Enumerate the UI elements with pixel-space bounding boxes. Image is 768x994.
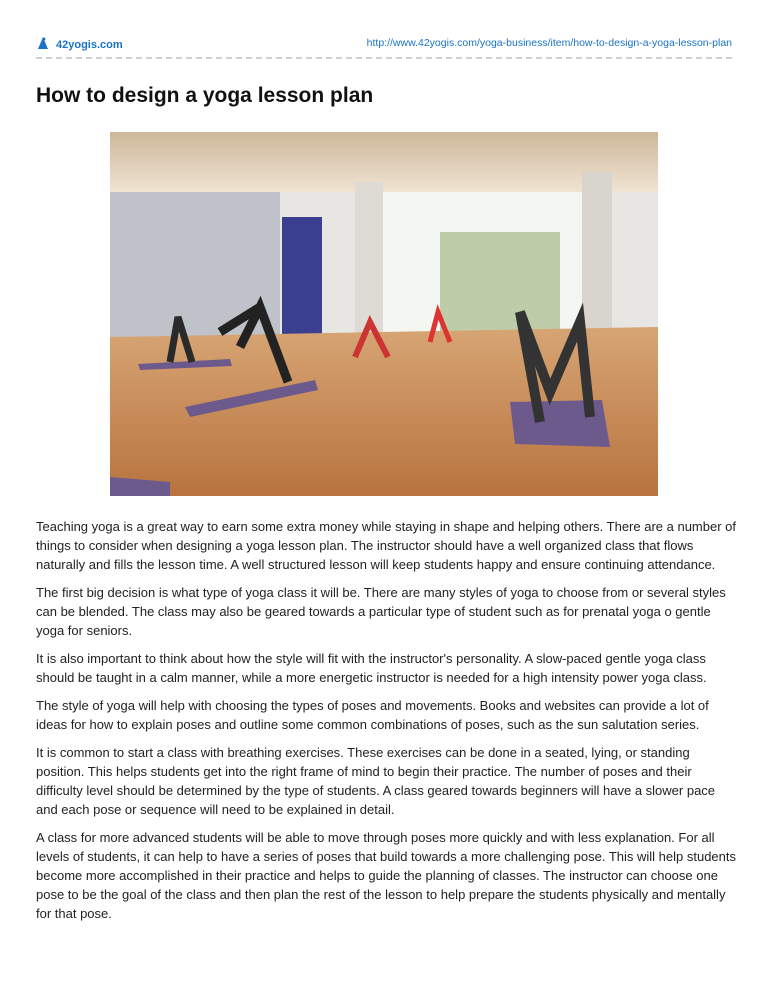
- paragraph: It is common to start a class with breathing exercises. These exercises can be done in a seated, lying, or standing position. This helps students get into the right frame of mind to begin their practice. The number of poses and their difficulty level should be determined by the type of students. A class geared towards beginners will have a slower pace and each pose or sequence will need to be explained in detail.: [36, 745, 716, 817]
- page-url-link[interactable]: http://www.42yogis.com/yoga-business/item/how-to-design-a-yoga-lesson-plan: [366, 37, 732, 49]
- article-title: How to design a yoga lesson plan: [36, 84, 374, 107]
- site-name: 42yogis.com: [56, 38, 123, 51]
- yoga-class-photo: [110, 132, 658, 496]
- paragraph: Teaching yoga is a great way to earn some extra money while staying in shape and helping others. There are a number of things to consider when designing a yoga lesson plan. The instructor should have a well organized class that flows naturally and fills the lesson time. A well structured lesson will keep students happy and ensure continuing attendance.: [36, 519, 737, 572]
- page-header: [36, 36, 732, 52]
- paragraph: The style of yoga will help with choosing the types of poses and movements. Books and websites can provide a lot of ideas for how to explain poses and outline some common combinations of poses, such as the sun salutation series.: [36, 698, 709, 732]
- article-body: [36, 517, 736, 932]
- yogi-logo-icon: [36, 36, 50, 53]
- site-logo-link[interactable]: [36, 36, 123, 53]
- header-divider: [36, 57, 732, 59]
- paragraph: It is also important to think about how the style will fit with the instructor's personality. A slow-paced gentle yoga class should be taught in a calm manner, while a more energetic instructor is needed for a high intensity power yoga class.: [36, 651, 707, 685]
- paragraph: The first big decision is what type of yoga class it will be. There are many styles of yoga to choose from or several styles can be blended. The class may also be geared towards a particular type of student such as for prenatal yoga o gentle yoga for seniors.: [36, 585, 726, 638]
- paragraph: A class for more advanced students will be able to move through poses more quickly and with less explanation. For all levels of students, it can help to have a series of poses that build towards a more challenging pose. This will help students become more accomplished in their practice and helps to guide the planning of classes. The instructor can choose one pose to be the goal of the class and then plan the rest of the lesson to help prepare the students physically and mentally for that pose.: [36, 830, 736, 921]
